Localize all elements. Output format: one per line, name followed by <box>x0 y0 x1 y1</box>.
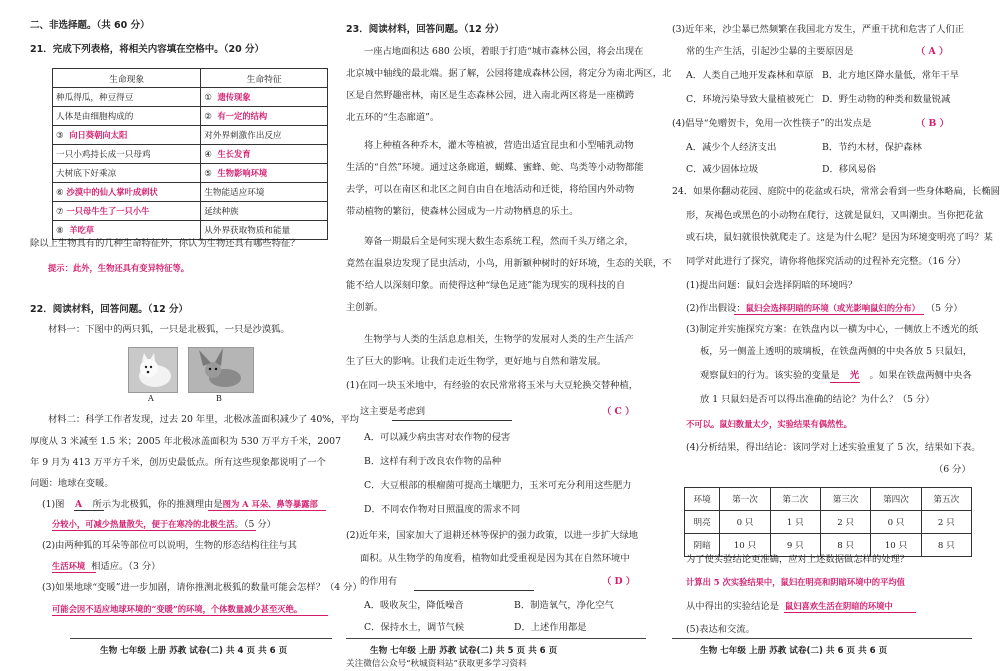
passage-line: 将上种植各种乔木，灌木等植被，营造出适宜昆虫和小型哺乳动物 <box>364 140 634 151</box>
promo-footer: 关注微信公众号“秋城资料站”获取更多学习资料 <box>346 659 527 669</box>
passage-line: 筹备一期最后全是何实现大数生态系统工程，然而千头万绪之余， <box>364 236 634 247</box>
step-4-conclusion: 从中得出的实验结论是 鼠妇喜欢生活在阴暗的环境中 <box>686 601 893 612</box>
handwritten-answer: 生物影响环境 <box>217 168 268 178</box>
question-23-4: (4)倡导“免赠贺卡，免用一次性筷子”的出发点是 <box>672 118 872 129</box>
question-22-2: (2)由两种狐的耳朵等部位可以说明，生物的形态结构往往与其 <box>42 540 297 551</box>
option: C．保持水土，调节气候 <box>364 622 465 633</box>
table-header: 第五次 <box>921 488 971 511</box>
table-cell: ⑥ 沙漠中的仙人掌叶成刺状 <box>53 183 201 202</box>
material-one: 材料一：下图中的两只狐，一只是北极狐，一只是沙漠狐。 <box>48 324 290 335</box>
option: C．减少固体垃圾 <box>686 164 759 175</box>
question-21: 21．完成下列表格，将相关内容填在空格中。（20 分） <box>30 44 264 55</box>
table-header: 生命特征 <box>201 69 328 88</box>
option: A．人类自己地开发森林和草原 <box>686 70 814 81</box>
table-cell: 1 只 <box>770 511 820 534</box>
question-24: 或石块，鼠妇就很快就爬走了。这是为什么呢？是因为环境变明亮了吗？某 <box>686 232 993 243</box>
handwritten-answer: A <box>74 499 83 510</box>
option: D．野生动物的种类和数量锐减 <box>822 94 951 105</box>
handwritten-answer: 向日葵朝向太阳 <box>69 130 128 140</box>
table-header: 第二次 <box>770 488 820 511</box>
table-cell: ③ 向日葵朝向太阳 <box>53 126 201 145</box>
page-footer: 生物 七年级 上册 苏教 试卷(二) 共 6 页 共 6 页 <box>700 646 888 656</box>
question-22-1: (1)图 A 所示为北极狐，你的推测理由是图为 A 耳朵、鼻等暴露部 <box>42 499 318 510</box>
passage-line: 北京城中轴线的最北端。据了解，公园将建成森林公园，将定分为南北两区，北 <box>346 68 672 79</box>
desert-fox-photo <box>188 347 254 393</box>
table-cell: 对外界刺激作出反应 <box>201 126 328 145</box>
question-24: 24．如果你翻动花园、庭院中的花盆或石块，常常会看到一些身体略扁，长椭圆 <box>672 186 1000 197</box>
experiment-results-table <box>684 487 972 557</box>
page-6-column <box>672 0 1000 671</box>
option: D．移风易俗 <box>822 164 876 175</box>
table-header: 环境 <box>685 488 720 511</box>
option: A．减少个人经济支出 <box>686 142 777 153</box>
question-23: 23．阅读材料，回答问题。（12 分） <box>346 24 504 35</box>
question-24: 同学对此进行了探究，请你将他探究活动的过程补充完整。（16 分） <box>686 256 966 267</box>
table-cell: ② 有一定的结构 <box>201 107 328 126</box>
handwritten-answer: 可能会因不适应地球环境的“变暖”的环境，个体数量减少甚至灭绝。 <box>52 604 303 614</box>
table-cell: 一只小鸡持长成一只母鸡 <box>53 145 201 164</box>
handwritten-answer: 鼠妇喜欢生活在阴暗的环境中 <box>784 601 893 611</box>
step-1: (1)提出问题：鼠妇会选择阴暗的环境吗？ <box>686 280 858 291</box>
life-features-table <box>52 68 328 240</box>
table-cell: 0 只 <box>871 511 921 534</box>
step-3: (3)制定并实施探究方案：在铁盘内以一横为中心，一侧放上不透光的纸 <box>686 324 979 335</box>
question-22-3: (3)如果地球“变暖”进一步加剧，请你推测北极狐的数量可能会怎样？（4 分） <box>42 582 362 593</box>
step-3: 观察鼠妇的行为。该实验的变量是 光 。如果在铁盘两侧中央各 <box>700 370 972 381</box>
material-two-line: 年 9 月为 413 万平方千米，创历史最低点。所有这些现象都说明了一个 <box>30 457 326 468</box>
step-2: (2)作出假设：鼠妇会选择阴暗的环境（或光影响鼠妇的分布） （5 分） <box>686 303 963 314</box>
table-cell: 9 只 <box>770 534 820 557</box>
table-cell: 10 只 <box>871 534 921 557</box>
option: B．制造氧气，净化空气 <box>514 600 614 611</box>
table-cell: ④ 生长发育 <box>201 145 328 164</box>
passage-line: 能不给人以深刻印象。而使得这种“绿色足迹”能为现实的现科技的自 <box>346 280 626 291</box>
option: D．不同农作物对日照温度的需求不同 <box>364 504 521 515</box>
table-cell: ⑧ 羊吃草 <box>53 221 201 240</box>
material-two-line: 问题：地球在变暖。 <box>30 478 114 489</box>
handwritten-answer: 羊吃草 <box>69 225 95 235</box>
table-cell: 延续种族 <box>201 202 328 221</box>
table-cell: ① 遗传现象 <box>201 88 328 107</box>
table-cell: 大树底下好乘凉 <box>53 164 201 183</box>
question-21-followup: 除以上生物具有的几种生命特征外，你认为生物还具有哪些特征？ <box>30 238 300 249</box>
points: （6 分） <box>934 464 971 475</box>
table-cell: 种瓜得瓜，种豆得豆 <box>53 88 201 107</box>
page-footer: 生物 七年级 上册 苏教 试卷(二) 共 4 页 共 6 页 <box>100 646 288 656</box>
passage-line: 生活的“自然”环境。通过这条廊道，蝴蝶、蜜蜂、蛇、鸟类等小动物都能 <box>346 162 644 173</box>
question-24: 形，灰褐色或黑色的小动物在爬行，这就是鼠妇，又叫潮虫。当你把花盆 <box>686 210 984 221</box>
table-header: 第三次 <box>820 488 870 511</box>
table-cell: 10 只 <box>720 534 770 557</box>
table-header: 第四次 <box>871 488 921 511</box>
table-cell: 人体是由细胞构成的 <box>53 107 201 126</box>
material-two-line: 材料二：科学工作者发现，过去 20 年里，北极冰盖面积减少了 40%，平均 <box>48 414 359 425</box>
handwritten-answer: 提示：此外，生物还具有变异特征等。 <box>48 263 190 273</box>
option: B．北方地区降水量低，常年干旱 <box>822 70 959 81</box>
table-cell: 0 只 <box>720 511 770 534</box>
option: D．上述作用都是 <box>514 622 587 633</box>
step-4: (4)分析结果，得出结论：该同学对上述实验重复了 5 次，结果如下表。 <box>686 442 981 453</box>
question-22-1-answer: 分较小，可减少热量散失，便于在寒冷的北极生活。（5 分） <box>52 519 276 530</box>
table-cell: 从外界获取物质和能量 <box>201 221 328 240</box>
handwritten-answer: 遗传现象 <box>217 92 251 102</box>
handwritten-answer: 不可以。鼠妇数量太少，实验结果有偶然性。 <box>686 419 852 429</box>
figure-label-b: B <box>216 394 222 403</box>
handwritten-answer: （ B ） <box>916 118 949 129</box>
page-4-column <box>30 0 362 671</box>
handwritten-answer: （ A ） <box>916 46 949 57</box>
table-cell: 2 只 <box>820 511 870 534</box>
question-22-2-answer: 生活环境 相适应。（3 分） <box>52 561 161 572</box>
passage-line: 北五环的“生态廊道”。 <box>346 112 440 123</box>
handwritten-answer: 生活环境 <box>52 561 86 571</box>
table-cell: 2 只 <box>921 511 971 534</box>
question-23-1: (1)在同一块玉米地中，有经验的农民常常将玉米与大豆轮换交替种植， <box>346 380 639 391</box>
handwritten-answer: 沙漠中的仙人掌叶成刺状 <box>66 187 158 197</box>
table-cell: 阴暗 <box>685 534 720 557</box>
question-23-2: (2)近年来，国家加大了退耕还林等保护的强力政策，以进一步扩大绿地 <box>346 530 639 541</box>
option: A．可以减少病虫害对农作物的侵害 <box>364 432 511 443</box>
passage-line: 生了巨大的影响。让我们走近生物学，更好地与自然和谐发展。 <box>346 356 607 367</box>
option: B．这样有利于改良农作物的品种 <box>364 456 501 467</box>
handwritten-answer: 光 <box>849 370 860 381</box>
option: C．大豆根部的根瘤菌可提高土壤肥力，玉米可充分利用这些肥力 <box>364 480 632 491</box>
passage-line: 竟然在温泉边发现了昆虫活动，小鸟，用新颖种树时的好环境，生态的关联，不 <box>346 258 672 269</box>
question-23-3: 常的生产生活，引起沙尘暴的主要原因是 <box>686 46 854 57</box>
table-cell: ⑤ 生物影响环境 <box>201 164 328 183</box>
handwritten-answer: （ D ） <box>602 576 636 587</box>
question-23-2: 的作用有 <box>360 576 398 587</box>
table-cell: 8 只 <box>921 534 971 557</box>
page-footer: 生物 七年级 上册 苏教 试卷(二) 共 5 页 共 6 页 <box>370 646 558 656</box>
step-3: 放 1 只鼠妇是否可以得出准确的结论？为什么？（5 分） <box>700 394 935 405</box>
handwritten-answer: 分较小，可减少热量散失，便于在寒冷的北极生活 <box>52 519 235 529</box>
table-cell: 生物能适应环境 <box>201 183 328 202</box>
handwritten-answer: 计算出 5 次实验结果中，鼠妇在明亮和阴暗环境中的平均值 <box>686 577 905 587</box>
question-23-1: 这主要是考虑到 <box>360 406 426 417</box>
handwritten-answer: 图为 A 耳朵、鼻等暴露部 <box>222 499 318 509</box>
handwritten-answer: 有一定的结构 <box>217 111 268 121</box>
step-4-question: 为了使实验结论更准确，应对上述数据做怎样的处理？ <box>686 554 910 565</box>
passage-line: 区是自然野趣密林，南区是生态森林公园，进入南北两区将是一座横跨 <box>346 90 635 101</box>
option: C．环境污染导致大量植被死亡 <box>686 94 814 105</box>
step-3: 板，另一侧盖上透明的玻璃板，在铁盘两侧的中央各放 5 只鼠妇， <box>700 346 973 357</box>
passage-line: 主创新。 <box>346 302 384 313</box>
passage-line: 一座占地面积达 680 公顷，着眼于打造“城市森林公园，将会出现在 <box>364 46 644 57</box>
passage-line: 带动植物的繁衍，使森林公园成为一片动物栖息的乐土。 <box>346 206 579 217</box>
question-23-2: 面积。从生物学的角度看，植物如此受重视是因为其在自然环境中 <box>360 553 630 564</box>
handwritten-answer: 生长发育 <box>217 149 251 159</box>
table-cell: 明亮 <box>685 511 720 534</box>
passage-line: 去学，可以在南区和北区之间自由自在地活动和迁徙，将给国内外动物 <box>346 184 635 195</box>
section-heading: 二、非选择题。（共 60 分） <box>30 20 150 31</box>
handwritten-answer: 鼠妇会选择阴暗的环境（或光影响鼠妇的分布） <box>745 303 920 313</box>
page-5-column <box>346 0 672 671</box>
arctic-fox-photo <box>128 347 178 393</box>
question-22: 22．阅读材料，回答问题。（12 分） <box>30 304 188 315</box>
table-cell: ⑦ 一只母牛生了一只小牛 <box>53 202 201 221</box>
table-cell: 8 只 <box>820 534 870 557</box>
table-header: 第一次 <box>720 488 770 511</box>
step-5: (5)表达和交流。 <box>686 624 755 635</box>
material-two-line: 厚度从 3 米减至 1.5 米；2005 年北极冰盖面积为 530 万平方千米，2007 <box>30 436 341 447</box>
figure-label-a: A <box>148 394 154 403</box>
passage-line: 生物学与人类的生活息息相关，生物学的发展对人类的生产生活产 <box>364 334 634 345</box>
question-23-3: (3)近年来，沙尘暴已然频繁在我国北方发生，严重干扰和危害了人们正 <box>672 24 965 35</box>
option: B．节约木材，保护森林 <box>822 142 922 153</box>
table-header: 生命现象 <box>53 69 201 88</box>
handwritten-answer: 一只母牛生了一只小牛 <box>66 206 150 216</box>
handwritten-answer: （ C ） <box>602 406 635 417</box>
option: A．吸收灰尘，降低噪音 <box>364 600 464 611</box>
